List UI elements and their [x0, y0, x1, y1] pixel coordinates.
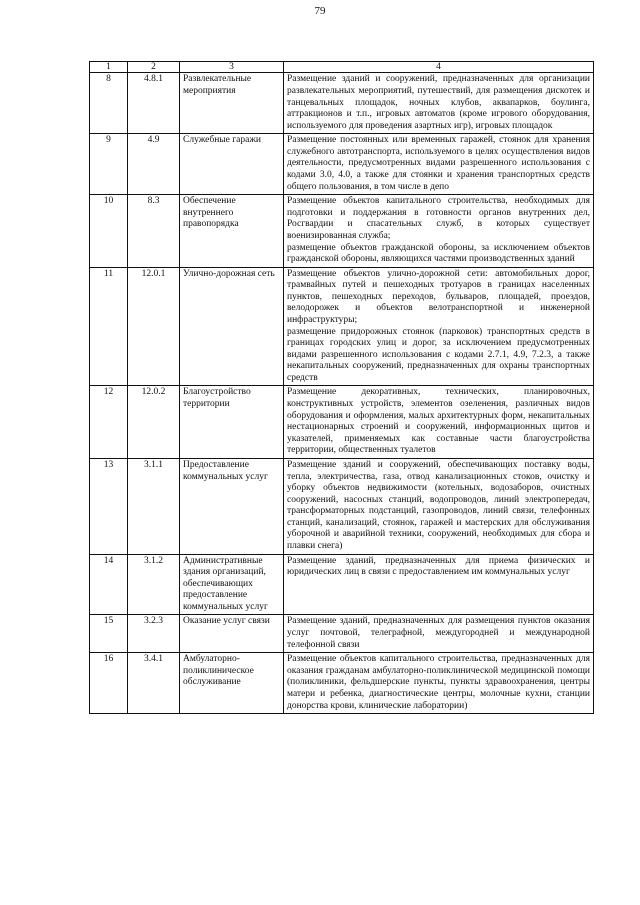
header-cell: 3 — [180, 62, 284, 73]
table-row — [90, 195, 594, 267]
header-cell: 2 — [128, 62, 180, 73]
row-name-cell: Развлекательные мероприятия — [180, 73, 284, 134]
row-number-cell: 9 — [90, 134, 128, 195]
row-name-cell: Благоустройство территории — [180, 386, 284, 458]
row-name-cell: Предоставление коммунальных услуг — [180, 458, 284, 554]
row-code-cell: 4.8.1 — [128, 73, 180, 134]
row-description-cell — [284, 615, 594, 653]
description-paragraph: Размещение объектов капитального строительства, предназначенных для оказания гражданам амбулаторно-поликлинической медицинской помощи (поликлиники, фельдшерские пункты, пункты здравоохранения, центры матери и ребенка, диагностические центры, молочные кухни, станции донорства крови, клинические лаборатории) — [287, 654, 590, 711]
row-number-cell: 12 — [90, 386, 128, 458]
table-row — [90, 615, 594, 653]
table-row — [90, 458, 594, 554]
row-code-cell: 3.4.1 — [128, 653, 180, 714]
row-number-cell: 10 — [90, 195, 128, 267]
description-paragraph: размещение придорожных стоянок (парковок) транспортных средств в границах городских улиц и дорог, за исключением предусмотренных видами разрешенного использования с кодами 2.7.1, 4.9, 7.2.3, а также некапитальных сооружений, предназначенных для охраны транспортных средств — [287, 326, 590, 383]
table-header-row — [90, 62, 594, 73]
zoning-table — [89, 61, 594, 714]
row-name-cell: Административные здания организаций, обеспечивающих предоставление коммунальных услуг — [180, 554, 284, 615]
description-paragraph: Размещение постоянных или временных гаражей, стоянок для хранения служебного автотранспорта, используемого в целях осуществления видов деятельности, предусмотренных видами разрешенного использования с кодами 3.0, 4.0, а также для стоянки и хранения транспортных средств общего пользования, в том числе в депо — [287, 135, 590, 192]
row-name-cell: Оказание услуг связи — [180, 615, 284, 653]
row-number-cell: 14 — [90, 554, 128, 615]
row-code-cell: 8.3 — [128, 195, 180, 267]
description-paragraph: Размещение зданий и сооружений, предназначенных для организации развлекательных мероприятий, путешествий, для размещения дискотек и танцевальных площадок, ночных клубов, аквапарков, боулинга, аттракционов и т.п., игровых автоматов (кроме игрового оборудования, используемого для проведения азартных игр), игровых площадок — [287, 74, 590, 131]
row-description-cell — [284, 554, 594, 615]
table-row — [90, 653, 594, 714]
page-number: 79 — [314, 5, 326, 17]
row-code-cell: 12.0.2 — [128, 386, 180, 458]
description-paragraph: размещение объектов гражданской обороны, за исключением объектов гражданской обороны, являющихся частями производственных зданий — [287, 242, 590, 265]
description-paragraph: Размещение объектов капитального строительства, необходимых для подготовки и поддержания в готовности органов внутренних дел, Росгвардии и спасательных служб, в которых существует военизированная служба; — [287, 196, 590, 241]
description-paragraph: Размещение зданий, предназначенных для размещения пунктов оказания услуг почтовой, телеграфной, междугородней и международной телефонной связи — [287, 616, 590, 650]
row-description-cell — [284, 653, 594, 714]
description-paragraph: Размещение зданий, предназначенных для приема физических и юридических лиц в связи с предоставлением им коммунальных услуг — [287, 555, 590, 578]
row-description-cell — [284, 458, 594, 554]
table-row — [90, 554, 594, 615]
row-description-cell — [284, 267, 594, 386]
row-name-cell: Улично-дорожная сеть — [180, 267, 284, 386]
row-code-cell: 12.0.1 — [128, 267, 180, 386]
table-row — [90, 267, 594, 386]
row-code-cell: 3.2.3 — [128, 615, 180, 653]
row-number-cell: 11 — [90, 267, 128, 386]
row-description-cell — [284, 73, 594, 134]
row-number-cell: 15 — [90, 615, 128, 653]
table-row — [90, 386, 594, 458]
row-description-cell — [284, 195, 594, 267]
description-paragraph: Размещение декоративных, технических, планировочных, конструктивных устройств, элементов озеленения, различных видов оборудования и оформления, малых архитектурных форм, некапитальных нестационарных строений и сооружений, информационных щитов и указателей, применяемых как составные части благоустройства территории, общественных туалетов — [287, 387, 590, 456]
table-row — [90, 134, 594, 195]
description-paragraph: Размещение зданий и сооружений, обеспечивающих поставку воды, тепла, электричества, газа, отвод канализационных стоков, очистку и уборку объектов недвижимости (котельных, водозаборов, очистных сооружений, насосных станций, водопроводов, линий электропередач, трансформаторных подстанций, газопроводов, линий связи, телефонных станций, канализаций, стоянок, гаражей и мастерских для обслуживания уборочной и аварийной техники, сооружений, необходимых для сбора и плавки снега) — [287, 459, 590, 551]
row-name-cell: Служебные гаражи — [180, 134, 284, 195]
row-description-cell — [284, 386, 594, 458]
row-number-cell: 8 — [90, 73, 128, 134]
row-name-cell: Обеспечение внутреннего правопорядка — [180, 195, 284, 267]
row-code-cell: 4.9 — [128, 134, 180, 195]
header-cell: 4 — [284, 62, 594, 73]
row-number-cell: 16 — [90, 653, 128, 714]
row-description-cell — [284, 134, 594, 195]
table-row — [90, 73, 594, 134]
header-cell: 1 — [90, 62, 128, 73]
row-code-cell: 3.1.1 — [128, 458, 180, 554]
description-paragraph: Размещение объектов улично-дорожной сети: автомобильных дорог, трамвайных путей и пешеходных тротуаров в границах населенных пунктов, пешеходных переходов, бульваров, площадей, проездов, велодорожек и объектов велотранспортной и инженерной инфраструктуры; — [287, 268, 590, 325]
row-code-cell: 3.1.2 — [128, 554, 180, 615]
row-name-cell: Амбулаторно-поликлиническое обслуживание — [180, 653, 284, 714]
row-number-cell: 13 — [90, 458, 128, 554]
